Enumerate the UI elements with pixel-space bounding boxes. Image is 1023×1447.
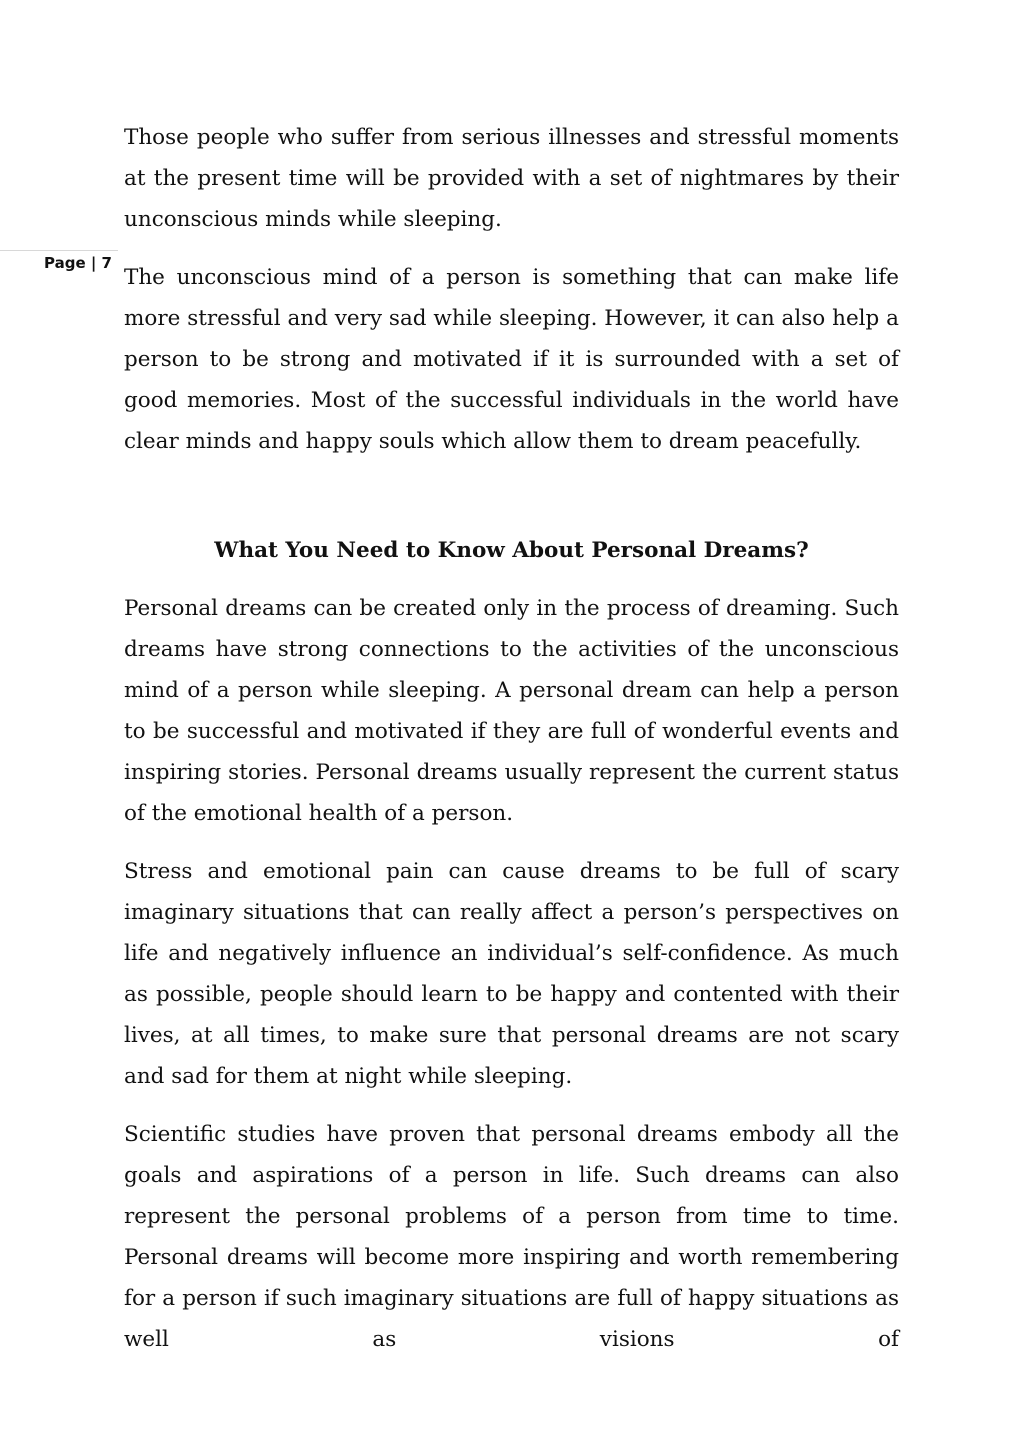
section-heading: What You Need to Know About Personal Dreams? (214, 538, 809, 563)
paragraph: The unconscious mind of a person is something that can make life more stressful and very sad while sleeping. However, it can also help a person to be strong and motivated if it is surrounded with a set of good memories. Most of the successful individuals in the world have clear minds and happy souls which allow them to dream peacefully. (124, 265, 899, 454)
paragraph: Personal dreams can be created only in the process of dreaming. Such dreams have strong connections to the activities of the unconscious mind of a person while sleeping. A personal dream can help a person to be successful and motivated if they are full of wonderful events and inspiring stories. Personal dreams usually represent the current status of the emotional health of a person. (124, 596, 899, 826)
document-body (124, 117, 899, 1377)
page-number-divider (0, 250, 118, 251)
page-number: Page | 7 (44, 254, 112, 272)
paragraph: Those people who suffer from serious illnesses and stressful moments at the present time will be provided with a set of nightmares by their unconscious minds while sleeping. (124, 125, 899, 232)
paragraph: Stress and emotional pain can cause dreams to be full of scary imaginary situations that can really affect a person’s perspectives on life and negatively influence an individual’s self-confidence. As much as possible, people should learn to be happy and contented with their lives, at all times, to make sure that personal dreams are not scary and sad for them at night while sleeping. (124, 859, 899, 1089)
paragraph: Scientific studies have proven that personal dreams embody all the goals and aspirations of a person in life. Such dreams can also represent the personal problems of a person from time to time. Personal dreams will become more inspiring and worth remembering for a person if such imaginary situations are full of happy situations as well as visions of (124, 1122, 899, 1352)
